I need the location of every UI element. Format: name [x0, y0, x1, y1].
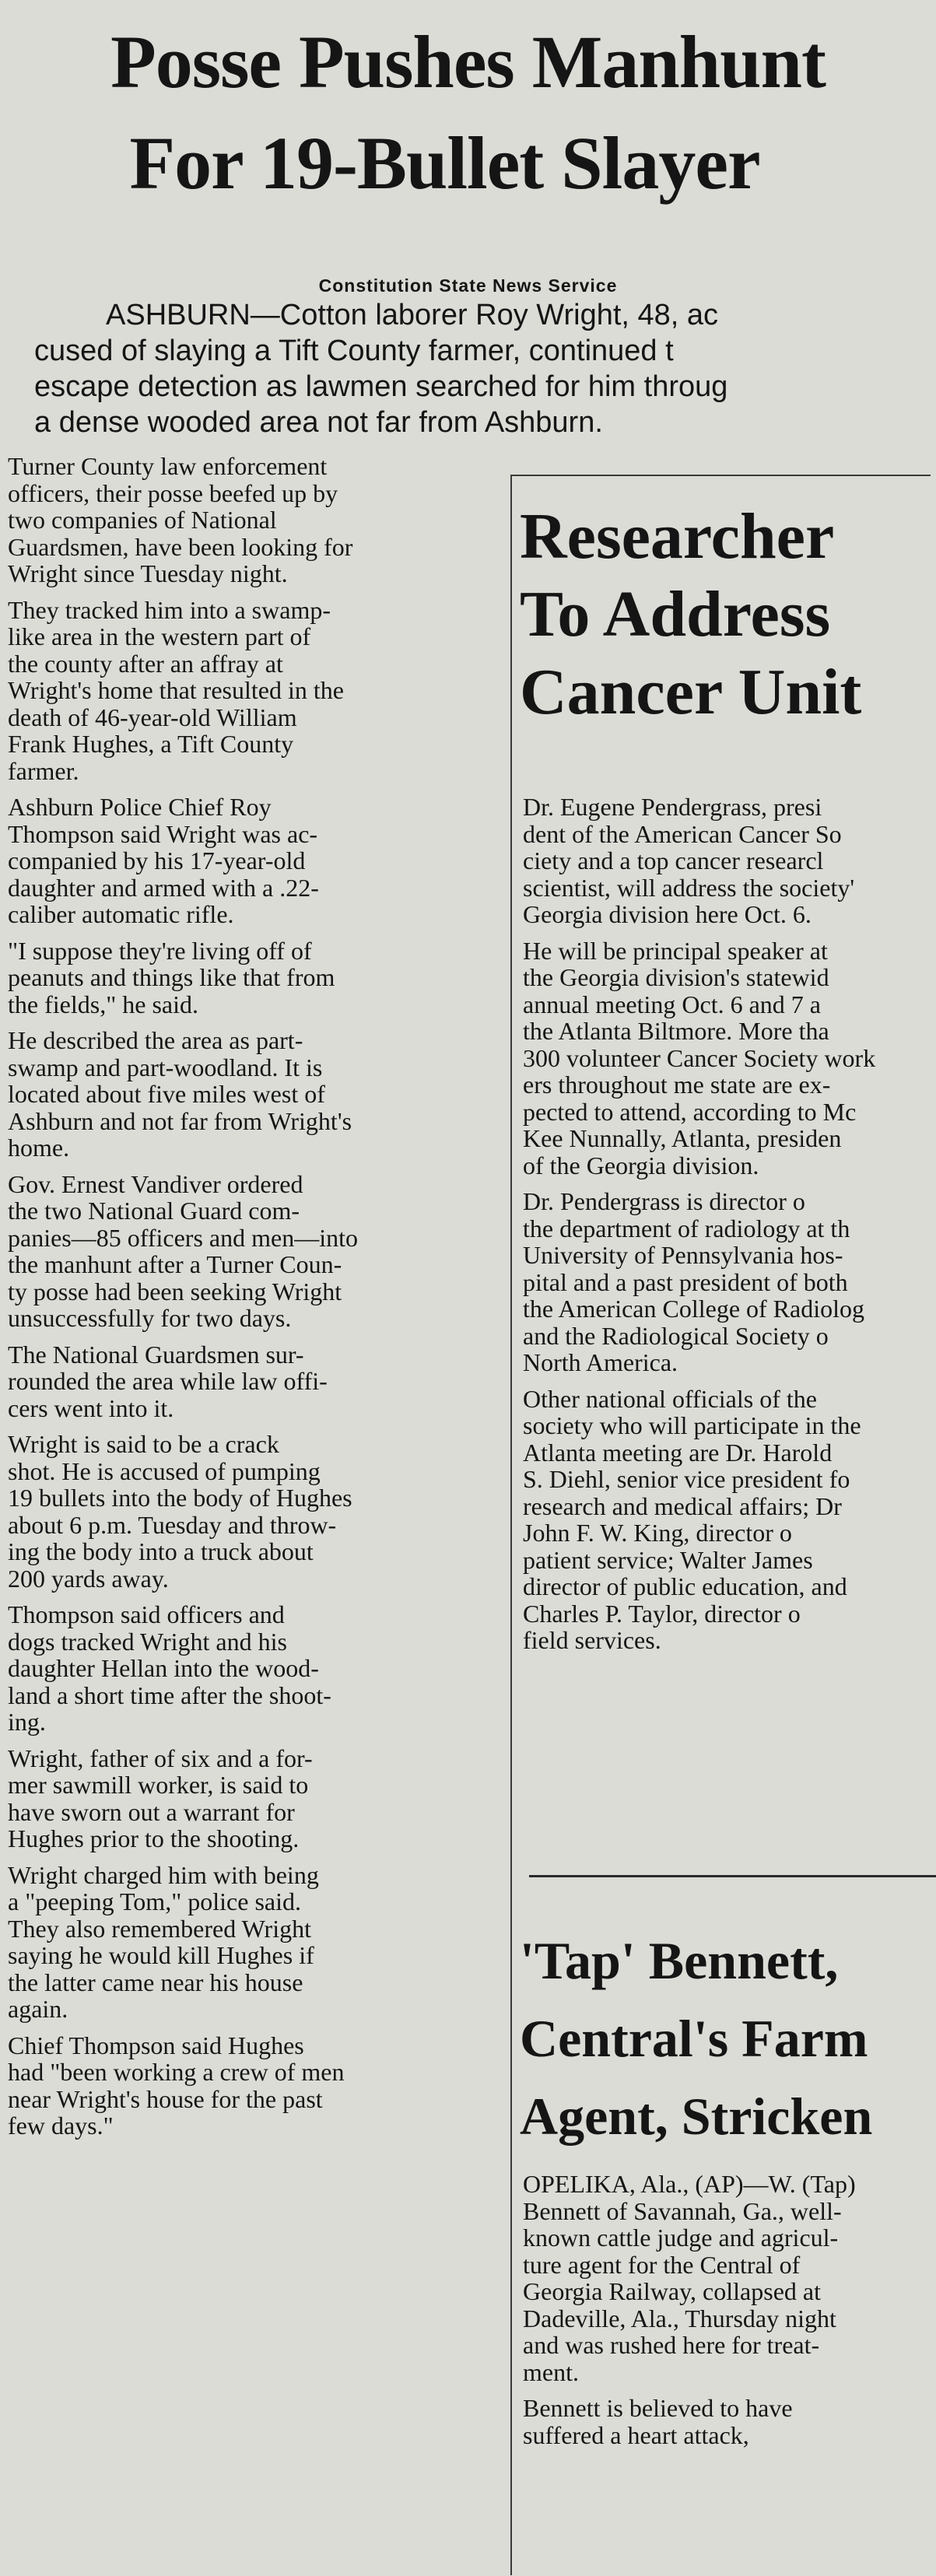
main-article-line: the two National Guard com-	[8, 1197, 300, 1225]
main-article-line: Wright charged him with being	[8, 1860, 319, 1889]
main-article-line: death of 46-year-old William	[8, 703, 297, 731]
researcher-article-line: University of Pennsylvania hos-	[523, 1241, 843, 1269]
bennett-article-line: Bennett of Savannah, Ga., well-	[523, 2196, 842, 2225]
researcher-article-line: Georgia division here Oct. 6.	[523, 900, 812, 928]
researcher-article-line: Dr. Eugene Pendergrass, presi	[523, 794, 822, 821]
lead-line: cused of slaying a Tift County farmer, continued t	[34, 335, 674, 367]
researcher-article-line: director of public education, and	[523, 1572, 847, 1600]
main-article-line: officers, their posse beefed up by	[8, 478, 338, 507]
researcher-article-line: Atlanta meeting are Dr. Harold	[523, 1438, 833, 1467]
researcher-article-line: dent of the American Cancer So	[523, 819, 842, 848]
main-article-line: home.	[8, 1134, 70, 1162]
researcher-article-paragraph	[523, 794, 936, 928]
researcher-headline	[520, 498, 936, 731]
column-divider	[510, 475, 512, 2575]
main-article-line: They also remembered Wright	[8, 1914, 311, 1943]
researcher-article-line: Kee Nunnally, Atlanta, presiden	[523, 1124, 842, 1152]
main-article-line: He described the area as part-	[8, 1026, 303, 1054]
researcher-article-line: S. Diehl, senior vice president fo	[523, 1465, 850, 1493]
main-article-paragraph	[8, 1745, 490, 1852]
main-article-line: two companies of National	[8, 506, 277, 534]
main-article-paragraph	[8, 1431, 490, 1592]
main-article-line: "I suppose they're living off of	[8, 936, 312, 965]
researcher-article-line: annual meeting Oct. 6 and 7 a	[523, 990, 821, 1018]
main-article-paragraph	[8, 453, 490, 587]
researcher-article-line: John F. W. King, director o	[523, 1519, 792, 1547]
researcher-article-line: pital and a past president of both	[523, 1267, 848, 1296]
main-article-line: dogs tracked Wright and his	[8, 1627, 287, 1656]
researcher-article-line: ciety and a top cancer researcl	[523, 846, 824, 874]
bennett-headline-line: 'Tap' Bennett,	[520, 1931, 839, 1990]
researcher-article-line: Other national officials of the	[523, 1384, 817, 1413]
main-article-line: near Wright's house for the past	[8, 2084, 323, 2113]
main-article-line: Wright, father of six and a for-	[8, 1744, 313, 1772]
main-article-line: unsuccessfully for two days.	[8, 1304, 292, 1332]
main-headline-line-1: Posse Pushes Manhunt	[110, 20, 826, 103]
bennett-headline-line: Central's Farm	[520, 2009, 868, 2068]
bennett-article-line: Bennett is believed to have	[523, 2394, 793, 2422]
main-article-line: have sworn out a warrant for	[8, 1797, 295, 1826]
bennett-headline-line: Agent, Stricken	[520, 2087, 873, 2146]
main-article-paragraph	[8, 1601, 490, 1736]
news-service-credit: Constitution State News Service	[318, 275, 618, 296]
main-article-paragraph	[8, 1171, 490, 1332]
main-article-line: the county after an affray at	[8, 649, 283, 678]
researcher-article-line: the Atlanta Biltmore. More tha	[523, 1017, 829, 1045]
main-article-line: ty posse had been seeking Wright	[8, 1277, 342, 1306]
researcher-article-line: the department of radiology at th	[523, 1214, 850, 1242]
bennett-article-body	[523, 2171, 936, 2458]
main-article-line: daughter and armed with a .22-	[8, 873, 319, 902]
main-article-line: ing the body into a truck about	[8, 1537, 314, 1565]
main-article-line: Thompson said officers and	[8, 1600, 285, 1628]
researcher-article-paragraph	[523, 938, 936, 1179]
main-article-line: Gov. Ernest Vandiver ordered	[8, 1169, 303, 1198]
main-article-line: farmer.	[8, 756, 79, 785]
main-article-line: Thompson said Wright was ac-	[8, 819, 318, 848]
researcher-article-line: society who will participate in the	[523, 1411, 861, 1439]
bennett-article-line: ment.	[523, 2357, 579, 2386]
main-article-line: daughter Hellan into the wood-	[8, 1654, 319, 1682]
main-article-line: caliber automatic rifle.	[8, 900, 234, 928]
researcher-headline-line: Researcher	[520, 500, 835, 573]
main-article-line: Wright is said to be a crack	[8, 1430, 279, 1458]
main-article-line: Turner County law enforcement	[8, 453, 328, 480]
main-article-paragraph	[8, 597, 490, 785]
section-rule-middle	[529, 1875, 936, 1877]
main-article-line: the latter came near his house	[8, 1968, 303, 1996]
researcher-article-line: and the Radiological Society o	[523, 1321, 829, 1350]
main-article-line: like area in the western part of	[8, 622, 311, 650]
main-article-line: They tracked him into a swamp-	[8, 595, 331, 624]
main-headline-line-2: For 19-Bullet Slayer	[129, 121, 760, 205]
researcher-article-line: ers throughout me state are ex-	[523, 1071, 831, 1099]
main-article-paragraph	[8, 1027, 490, 1162]
main-article-line: few days."	[8, 2112, 114, 2140]
bennett-article-line: known cattle judge and agricul-	[523, 2224, 839, 2252]
main-article-line: Ashburn and not far from Wright's	[8, 1106, 352, 1135]
main-article-paragraph	[8, 938, 490, 1018]
main-article-line: a "peeping Tom," police said.	[8, 1887, 301, 1915]
bennett-article-line: ture agent for the Central of	[523, 2250, 801, 2279]
researcher-article-line: patient service; Walter James	[523, 1545, 813, 1574]
main-article-line: shot. He is accused of pumping	[8, 1456, 321, 1485]
main-article-line: the manhunt after a Turner Coun-	[8, 1250, 342, 1278]
researcher-article-line: pected to attend, according to Mc	[523, 1097, 857, 1126]
main-article-line: the fields," he said.	[8, 990, 198, 1018]
lead-line: escape detection as lawmen searched for him throug	[34, 370, 728, 403]
researcher-article-body	[523, 794, 936, 1663]
main-article-paragraph	[8, 794, 490, 928]
main-article-line: 200 yards away.	[8, 1564, 169, 1593]
researcher-article-paragraph	[523, 1386, 936, 1654]
main-article-line: had "been working a crew of men	[8, 2058, 345, 2086]
researcher-article-line: He will be principal speaker at	[523, 936, 828, 965]
lead-line: a dense wooded area not far from Ashburn.	[34, 406, 603, 439]
bennett-article-line: and was rushed here for treat-	[523, 2331, 820, 2359]
bennett-article-line: Dadeville, Ala., Thursday night	[523, 2304, 836, 2332]
researcher-article-line: of the Georgia division.	[523, 1151, 759, 1179]
main-article-line: companied by his 17-year-old	[8, 846, 306, 874]
main-article-line: swamp and part-woodland. It is	[8, 1053, 323, 1081]
researcher-article-line: Charles P. Taylor, director o	[523, 1599, 801, 1628]
section-rule-top	[510, 475, 931, 476]
bennett-article-paragraph	[523, 2395, 936, 2448]
main-article-line: cers went into it.	[8, 1393, 174, 1422]
main-article-line: The National Guardsmen sur-	[8, 1340, 304, 1369]
researcher-headline-line: To Address	[520, 578, 831, 650]
main-article-line: Frank Hughes, a Tift County	[8, 730, 294, 758]
main-article-line: mer sawmill worker, is said to	[8, 1771, 309, 1799]
main-article-body	[8, 453, 490, 2149]
main-article-line: rounded the area while law offi-	[8, 1367, 328, 1395]
researcher-article-line: North America.	[523, 1348, 678, 1376]
bennett-article-line: suffered a heart attack,	[523, 2420, 749, 2449]
researcher-article-line: 300 volunteer Cancer Society work	[523, 1043, 876, 1072]
bennett-article-line: OPELIKA, Ala., (AP)—W. (Tap)	[523, 2171, 856, 2198]
researcher-article-line: field services.	[523, 1626, 661, 1654]
main-article-line: peanuts and things like that from	[8, 963, 335, 991]
main-article-line: again.	[8, 1995, 68, 2023]
bennett-headline	[520, 1922, 936, 2155]
lead-paragraph	[34, 297, 936, 440]
researcher-article-line: scientist, will address the society'	[523, 873, 855, 902]
main-article-line: 19 bullets into the body of Hughes	[8, 1484, 352, 1512]
researcher-article-line: research and medical affairs; Dr	[523, 1491, 842, 1520]
main-article-line: about 6 p.m. Tuesday and throw-	[8, 1510, 337, 1539]
main-article-line: Hughes prior to the shooting.	[8, 1824, 300, 1852]
main-article-paragraph	[8, 1341, 490, 1422]
researcher-article-line: Dr. Pendergrass is director o	[523, 1187, 805, 1215]
main-article-line: Chief Thompson said Hughes	[8, 2031, 304, 2059]
researcher-headline-line: Cancer Unit	[520, 656, 862, 728]
main-article-paragraph	[8, 1862, 490, 2023]
main-article-line: Wright since Tuesday night.	[8, 559, 288, 587]
lead-line: ASHBURN—Cotton laborer Roy Wright, 48, ac	[106, 299, 719, 331]
main-article-line: Ashburn Police Chief Roy	[8, 793, 272, 821]
researcher-article-line: the Georgia division's statewid	[523, 963, 829, 991]
researcher-article-paragraph	[523, 1188, 936, 1376]
researcher-article-line: the American College of Radiolog	[523, 1295, 864, 1323]
bennett-article-paragraph	[523, 2171, 936, 2385]
main-article-line: land a short time after the shoot-	[8, 1681, 331, 1709]
main-article-line: panies—85 officers and men—into	[8, 1223, 358, 1252]
bennett-article-line: Georgia Railway, collapsed at	[523, 2277, 821, 2305]
main-article-line: located about five miles west of	[8, 1080, 325, 1108]
main-article-line: Guardsmen, have been looking for	[8, 532, 353, 561]
main-article-line: Wright's home that resulted in the	[8, 676, 344, 704]
main-article-line: saying he would kill Hughes if	[8, 1941, 314, 1969]
main-article-paragraph	[8, 2032, 490, 2140]
main-article-line: ing.	[8, 1708, 46, 1736]
